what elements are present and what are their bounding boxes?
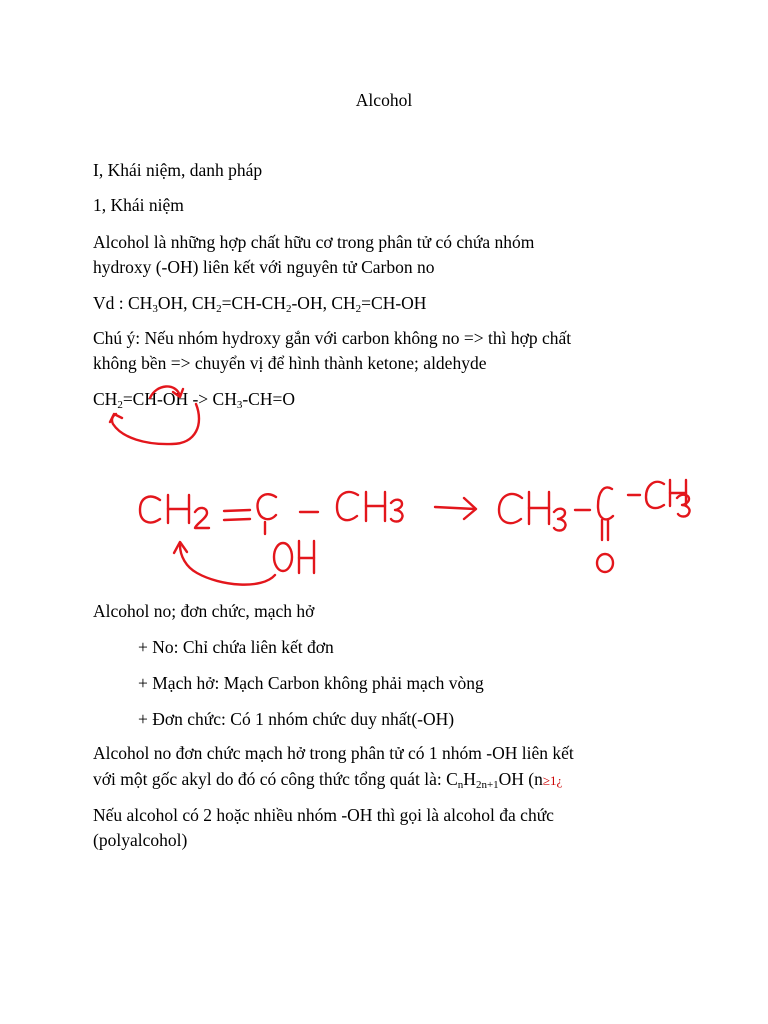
bullet-item: + No: Chỉ chứa liên kết đơn: [138, 637, 334, 657]
saturated-heading: Alcohol no; đơn chức, mạch hở: [93, 601, 315, 621]
section-heading: I, Khái niệm, danh pháp: [93, 160, 263, 180]
formula-line-1: Alcohol no đơn chức mạch hở trong phân tử có 1 nhóm -OH liên kết: [93, 743, 574, 763]
polyalcohol-line-1: Nếu alcohol có 2 hoặc nhiều nhóm -OH thì gọi là alcohol đa chức: [93, 805, 554, 825]
subsection-heading: 1, Khái niệm: [93, 195, 184, 215]
note-line-2: không bền => chuyển vị để hình thành ketone; aldehyde: [93, 353, 487, 373]
example-prefix: Vd : CH: [93, 293, 153, 313]
bullet-item: + Mạch hở: Mạch Carbon không phải mạch vòng: [138, 673, 484, 693]
formula-tail: ≥1¿: [542, 773, 563, 788]
polyalcohol-line-2: (polyalcohol): [93, 830, 188, 850]
formula-line-2: với một gốc akyl do đó có công thức tổng quát là: $C_nH_{2n+1}OH$ (n≥1¿: [93, 769, 563, 791]
reaction-line: $CH_2=CH-OH -> CH_3-CH=O$: [93, 389, 296, 411]
page-title: Alcohol: [355, 90, 413, 110]
definition-line-2: hydroxy (-OH) liên kết với nguyên tử Carbon no: [93, 257, 435, 277]
note-line-1: Chú ý: Nếu nhóm hydroxy gắn với carbon không no => thì hợp chất: [93, 328, 572, 348]
bullet-item: + Đơn chức: Có 1 nhóm chức duy nhất(-OH): [138, 709, 455, 729]
example-line: Vd : $CH_3OH$, $CH_2=CH-CH_2-OH$, $CH_2=CH-OH$: [93, 293, 427, 315]
definition-line-1: Alcohol là những hợp chất hữu cơ trong phân tử có chứa nhóm: [93, 232, 535, 252]
